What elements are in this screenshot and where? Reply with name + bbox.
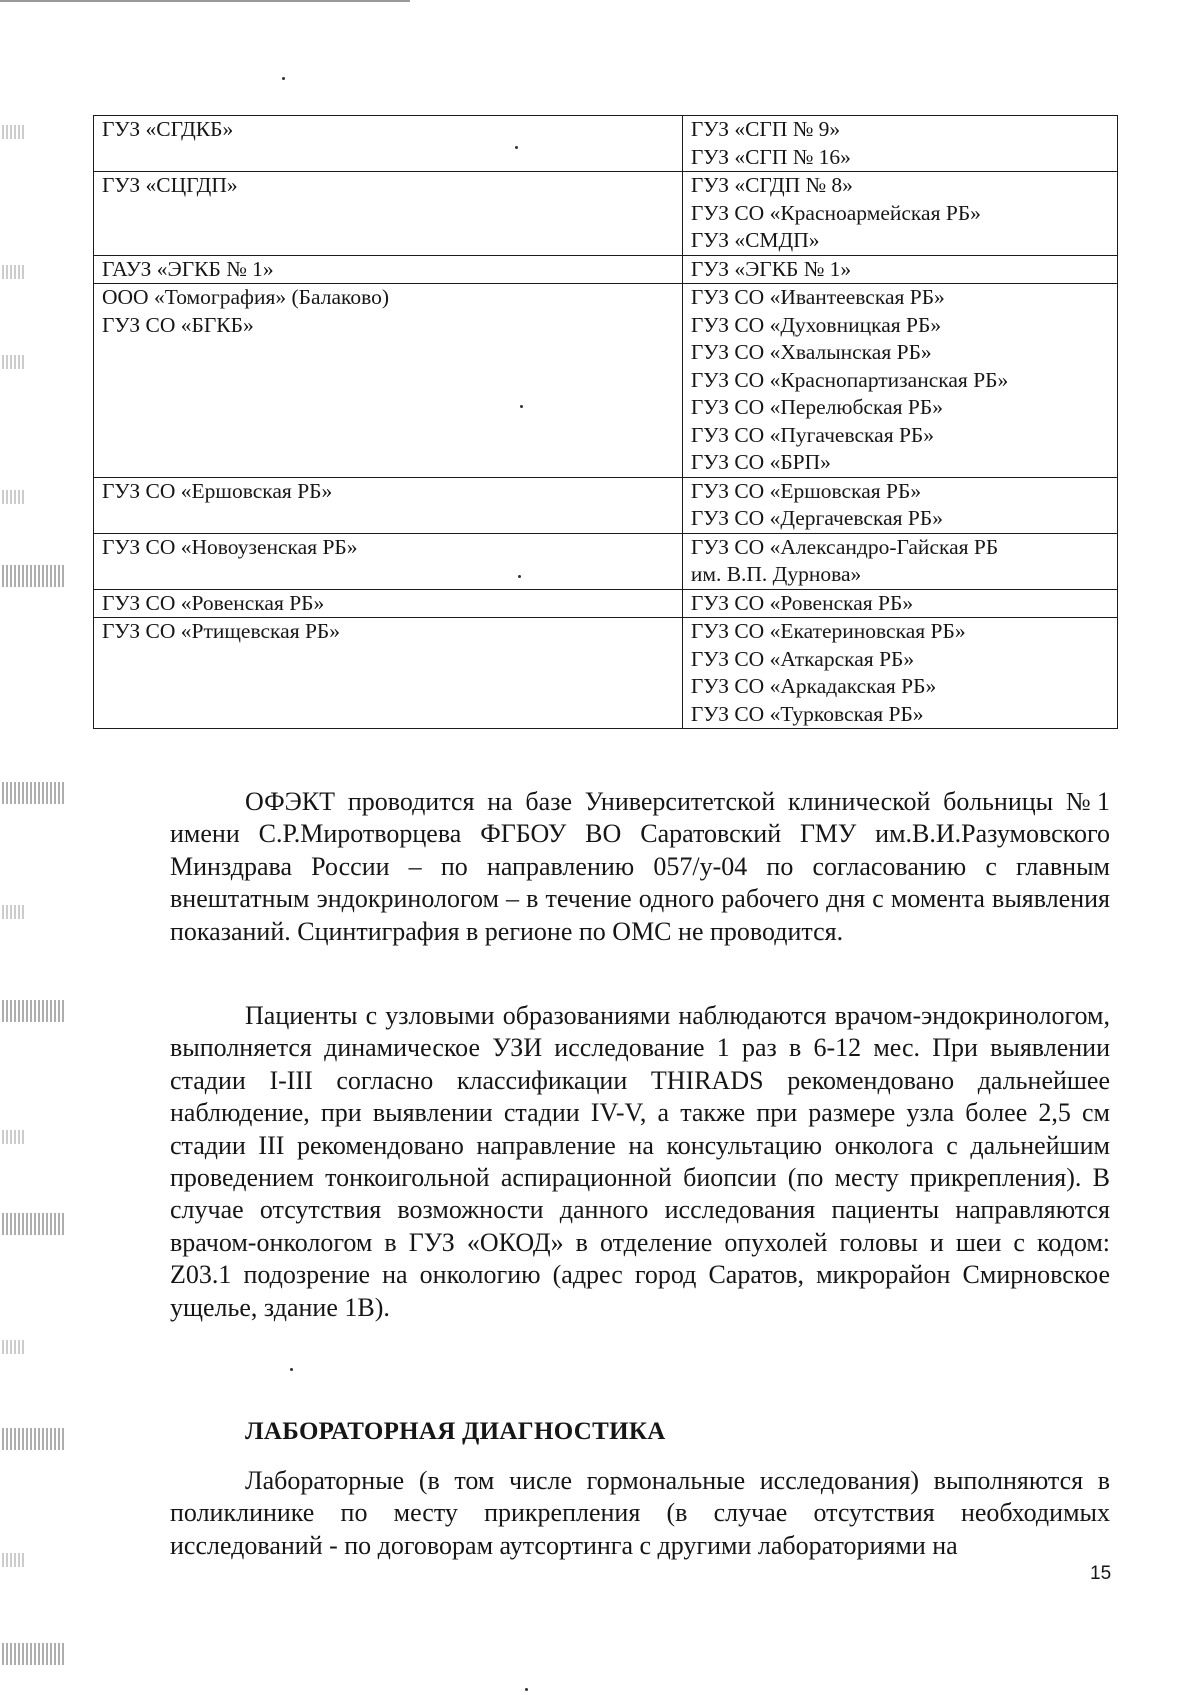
table-cell-left — [94, 477, 683, 533]
top-rule — [0, 0, 410, 2]
table-row — [94, 255, 1118, 284]
paragraph-spect — [170, 786, 1110, 948]
table-cell-right — [682, 589, 1117, 618]
cell-line: ГУЗ СО «Краснопартизанская РБ» — [690, 367, 1009, 392]
table-cell-left — [94, 533, 683, 589]
cell-line: ГАУЗ «ЭГКБ № 1» — [102, 256, 274, 281]
table-row — [94, 477, 1118, 533]
page-number: 15 — [1090, 1563, 1112, 1584]
scan-artifact — [2, 1643, 64, 1665]
scan-dot — [282, 77, 285, 80]
table-row — [94, 589, 1118, 618]
cell-line: ГУЗ СО «Александро-Гайская РБ — [690, 534, 999, 559]
cell-line: ГУЗ СО «Пугачевская РБ» — [690, 422, 935, 447]
scan-artifact — [2, 1553, 24, 1567]
cell-line: ООО «Томография» (Балаково) — [102, 285, 390, 309]
cell-line: ГУЗ СО «Духовницкая РБ» — [690, 312, 942, 337]
paragraph-lab — [170, 1465, 1110, 1562]
table-cell-right — [682, 284, 1117, 478]
cell-line: ГУЗ «СМДП» — [690, 228, 820, 252]
table-row — [94, 618, 1118, 729]
table-row — [94, 172, 1118, 256]
cell-line: ГУЗ СО «Перелюбская РБ» — [690, 395, 943, 419]
referral-table — [93, 115, 1118, 729]
table-cell-right — [682, 116, 1117, 172]
scan-artifact — [2, 1130, 24, 1144]
cell-line: ГУЗ СО «Ивантеевская РБ» — [690, 285, 945, 309]
table-cell-right — [682, 172, 1117, 256]
cell-line: ГУЗ СО «Хвалынская РБ» — [690, 340, 932, 364]
paragraph-text: Лабораторные (в том числе гормональные исследования) выполняются в поликлинике по месту прикрепления (в случае отсутствия необходимых исследований - по договорам аутсортинга с другими лабораториями на — [170, 1466, 1110, 1560]
cell-line: ГУЗ «СГП № 9» — [690, 117, 841, 141]
cell-line: им. В.П. Дурнова» — [690, 562, 862, 586]
table-cell-right — [682, 477, 1117, 533]
cell-line: ГУЗ СО «Новоузенская РБ» — [102, 534, 358, 559]
paragraph-text: Пациенты с узловыми образованиями наблюдаются врачом-эндокринологом, выполняется динамическое УЗИ исследование 1 раз в 6-12 мес. При выявлении стадии I-III согласно классификации THIRADS рекомендовано дальнейшее наблюдение, при выявлении стадии IV-V, а также при размере узла более 2,5 см стадии III рекомендовано направление на консультацию онколога с дальнейшим проведением тонкоигольной аспирационной биопсии (по месту прикрепления). В случае отсутствия возможности данного исследования пациенты направляются врачом-онкологом в ГУЗ «ОКОД» в отделение опухолей головы и шеи с кодом: Z03.1 подозрение на онкологию (адрес город Саратов, микрорайон Смирновское ущелье, здание 1В). — [170, 1001, 1110, 1322]
scan-artifact — [2, 1428, 64, 1450]
cell-line: ГУЗ СО «Дергачевская РБ» — [690, 506, 943, 530]
table-cell-left — [94, 255, 683, 284]
cell-line: ГУЗ СО «БРП» — [690, 450, 831, 474]
cell-line: ГУЗ «ЭГКБ № 1» — [690, 256, 852, 281]
table-cell-left — [94, 116, 683, 172]
table-row — [94, 116, 1118, 172]
cell-line: ГУЗ СО «Красноармейская РБ» — [690, 200, 981, 225]
table-cell-right — [682, 255, 1117, 284]
table-row — [94, 284, 1118, 478]
table-cell-right — [682, 533, 1117, 589]
scan-artifact — [2, 1000, 64, 1022]
cell-line: ГУЗ «СГП № 16» — [690, 144, 851, 169]
scan-artifact — [2, 565, 64, 587]
scan-artifact — [2, 265, 24, 279]
scan-artifact — [2, 355, 24, 369]
scan-artifact — [2, 905, 24, 919]
scan-artifact — [2, 1213, 64, 1235]
table-row — [94, 533, 1118, 589]
cell-line: ГУЗ «СГДП № 8» — [690, 173, 853, 197]
cell-line: ГУЗ «СГДКБ» — [102, 117, 234, 141]
cell-line: ГУЗ СО «Ровенская РБ» — [102, 590, 325, 615]
cell-line: ГУЗ СО «Ершовская РБ» — [690, 478, 922, 503]
cell-line: ГУЗ СО «Ртищевская РБ» — [102, 619, 341, 643]
scan-artifact — [2, 125, 24, 139]
table-cell-left — [94, 284, 683, 478]
table-cell-left — [94, 618, 683, 729]
section-heading: ЛАБОРАТОРНАЯ ДИАГНОСТИКА — [245, 1418, 666, 1445]
cell-line: ГУЗ СО «Аркадакская РБ» — [690, 674, 937, 698]
cell-line: ГУЗ СО «Ровенская РБ» — [690, 590, 914, 615]
cell-line: ГУЗ СО «БГКБ» — [102, 312, 254, 337]
scan-artifact — [2, 490, 24, 504]
table-cell-right — [682, 618, 1117, 729]
scan-dot — [525, 1688, 528, 1691]
paragraph-text: ОФЭКТ проводится на базе Университетской клинической больницы №1 имени С.Р.Миротворцева ФГБОУ ВО Саратовский ГМУ им.В.И.Разумовского Минздрава России – по направлению 057/у-04 по согласованию с главным внештатным эндокринологом – в течение одного рабочего дня с момента выявления показаний. Сцинтиграфия в регионе по ОМС не проводится. — [170, 787, 1110, 946]
cell-line: ГУЗ СО «Аткарская РБ» — [690, 646, 915, 671]
scan-artifact — [2, 1340, 24, 1354]
scan-artifact — [2, 782, 64, 804]
paragraph-nodules — [170, 1000, 1110, 1324]
table-cell-left — [94, 172, 683, 256]
cell-line: ГУЗ «СЦГДП» — [102, 173, 238, 197]
cell-line: ГУЗ СО «Екатериновская РБ» — [690, 619, 966, 643]
table-cell-left — [94, 589, 683, 618]
cell-line: ГУЗ СО «Ершовская РБ» — [102, 478, 333, 503]
cell-line: ГУЗ СО «Турковская РБ» — [690, 701, 924, 726]
scan-dot — [290, 1368, 293, 1371]
